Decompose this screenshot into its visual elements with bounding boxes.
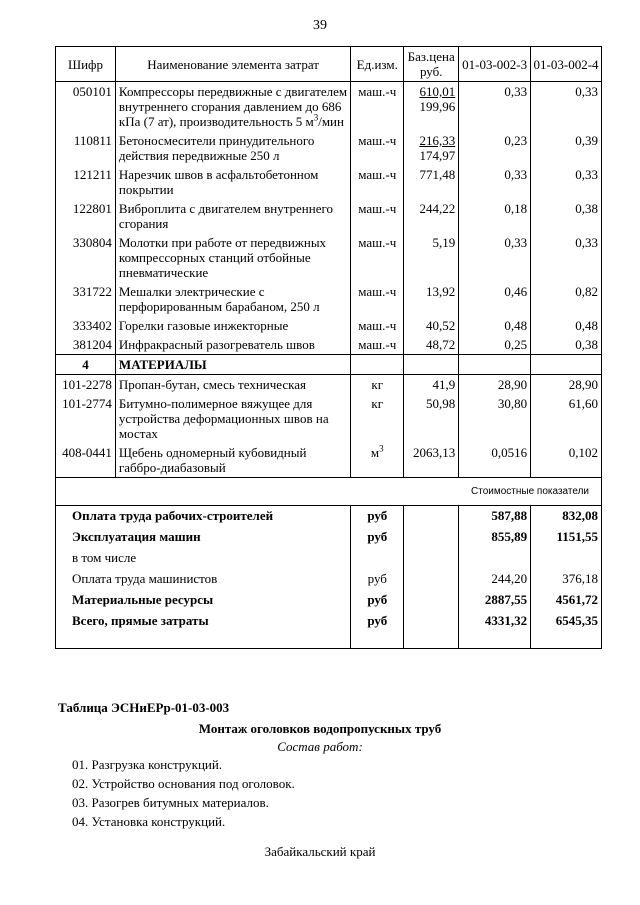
- table-row: [56, 282, 602, 316]
- summary-unit: руб: [351, 569, 404, 590]
- row-code: 110811: [56, 131, 116, 165]
- summary-label: Всего, прямые затраты: [56, 611, 351, 632]
- row-name-text: Мешалки электрические с перфорированным барабаном, 250 л: [118, 284, 320, 314]
- table-row: [56, 316, 602, 335]
- row-name-text: Бетоносмесители принудительного действия передвижные 250 л: [118, 133, 315, 163]
- row-value-col4: 0,33: [531, 82, 602, 132]
- row-name-text: Виброплита с двигателем внутреннего сгорания: [118, 201, 334, 231]
- cost-label-row: [56, 478, 602, 506]
- row-price: 48,72: [404, 335, 459, 355]
- summary-row: [56, 548, 602, 569]
- row-price: 5,19: [404, 233, 459, 282]
- row-code: 121211: [56, 165, 116, 199]
- composition-label: Состав работ:: [277, 739, 363, 754]
- table-row: [56, 165, 602, 199]
- summary-empty: [404, 527, 459, 548]
- header-col4: 01-03-002-4: [531, 47, 602, 82]
- row-name: [115, 233, 350, 282]
- summary-unit: руб: [351, 611, 404, 632]
- summary-row: [56, 611, 602, 632]
- header-col3: 01-03-002-3: [459, 47, 531, 82]
- summary-col4: 832,08: [531, 506, 602, 528]
- row-unit: [351, 282, 404, 316]
- row-code: 333402: [56, 316, 116, 335]
- row-name-sup: 3: [313, 112, 319, 123]
- header-name: Наименование элемента затрат: [115, 47, 350, 82]
- table-row: [56, 394, 602, 443]
- row-name: [115, 443, 350, 478]
- row-value-col4: 28,90: [531, 375, 602, 395]
- summary-col4: 6545,35: [531, 611, 602, 632]
- summary-empty: [404, 548, 459, 569]
- row-value-col3: 0,25: [459, 335, 531, 355]
- row-value-col4: 0,102: [531, 443, 602, 478]
- summary-row: [56, 527, 602, 548]
- cost-section: [56, 478, 602, 506]
- row-code: 330804: [56, 233, 116, 282]
- table-end-row: [56, 632, 602, 649]
- summary-empty: [404, 590, 459, 611]
- row-name: [115, 199, 350, 233]
- row-name: [115, 394, 350, 443]
- row-code: 122801: [56, 199, 116, 233]
- row-value-col3: 0,46: [459, 282, 531, 316]
- header-code: Шифр: [56, 47, 116, 82]
- row-unit: [351, 375, 404, 395]
- row-unit-text: кг: [371, 396, 384, 411]
- row-value-col4: 0,38: [531, 199, 602, 233]
- row-value-col4: 0,38: [531, 335, 602, 355]
- row-name: [115, 131, 350, 165]
- row-value-col4: 0,48: [531, 316, 602, 335]
- row-name-text: Горелки газовые инжекторные: [118, 318, 289, 333]
- row-value-col3: 0,23: [459, 131, 531, 165]
- row-code: 101-2278: [56, 375, 116, 395]
- row-name-text: Молотки при работе от передвижных компрессорных станций отбойные пневматические: [118, 235, 327, 280]
- row-name-text: Инфракрасный разогреватель швов: [118, 337, 315, 352]
- row-unit: [351, 335, 404, 355]
- machines-section: [56, 82, 602, 355]
- summary-row: [56, 569, 602, 590]
- summary-col3: 244,20: [459, 569, 531, 590]
- work-step: 02. Устройство основания под оголовок.: [72, 776, 295, 791]
- summary-row: [56, 590, 602, 611]
- row-name: [115, 335, 350, 355]
- table-row: [56, 233, 602, 282]
- row-code: 408-0441: [56, 443, 116, 478]
- summary-section: [56, 506, 602, 649]
- row-name: [115, 375, 350, 395]
- table-row: [56, 335, 602, 355]
- row-price: 13,92: [404, 282, 459, 316]
- row-value-col3: 0,33: [459, 165, 531, 199]
- summary-unit: руб: [351, 527, 404, 548]
- work-step: 04. Установка конструкций.: [72, 814, 226, 829]
- row-price-current: 216,33: [419, 133, 456, 148]
- header-price-line2: руб.: [419, 64, 443, 79]
- row-value-col3: 0,48: [459, 316, 531, 335]
- row-name-text: Щебень одномерный кубовидный габбро-диабазовый: [118, 445, 307, 475]
- summary-label: в том числе: [56, 548, 351, 569]
- row-name-text: Битумно-полимерное вяжущее для устройства деформационных швов на мостах: [118, 396, 329, 441]
- row-unit: [351, 394, 404, 443]
- row-price-base: 174,97: [419, 148, 456, 163]
- row-price-current: 610,01: [419, 84, 456, 99]
- summary-unit: руб: [351, 506, 404, 528]
- row-value-col3: 30,80: [459, 394, 531, 443]
- row-unit: [351, 233, 404, 282]
- row-price: [404, 131, 459, 165]
- summary-empty: [404, 611, 459, 632]
- row-name: [115, 316, 350, 335]
- summary-label: Эксплуатация машин: [56, 527, 351, 548]
- row-code: 050101: [56, 82, 116, 132]
- summary-unit: [351, 548, 404, 569]
- row-unit-text: маш.-ч: [358, 235, 397, 250]
- row-unit: [351, 131, 404, 165]
- table-row: [56, 443, 602, 478]
- table-row: [56, 375, 602, 395]
- row-value-col3: 0,18: [459, 199, 531, 233]
- summary-unit: руб: [351, 590, 404, 611]
- summary-col4: 376,18: [531, 569, 602, 590]
- table-row: [56, 131, 602, 165]
- section-row: [56, 355, 602, 375]
- work-step: 01. Разгрузка конструкций.: [72, 757, 223, 772]
- row-price-base: 199,96: [419, 99, 456, 114]
- row-unit-text: м: [370, 445, 380, 460]
- row-value-col4: 0,33: [531, 165, 602, 199]
- row-value-col3: 0,33: [459, 82, 531, 132]
- summary-row: [56, 506, 602, 528]
- row-price: 50,98: [404, 394, 459, 443]
- footer-region: Забайкальский край: [264, 844, 376, 859]
- row-unit-text: маш.-ч: [358, 318, 397, 333]
- row-unit-text: маш.-ч: [358, 201, 397, 216]
- row-price: [404, 82, 459, 132]
- row-price: 2063,13: [404, 443, 459, 478]
- summary-col4: [531, 548, 602, 569]
- cost-label: Стоимостные показатели: [56, 478, 602, 506]
- row-unit: [351, 199, 404, 233]
- row-unit-sup: 3: [379, 443, 384, 454]
- row-price: 771,48: [404, 165, 459, 199]
- row-unit-text: маш.-ч: [358, 284, 397, 299]
- row-name-text: Нарезчик швов в асфальтобетонном покрытии: [118, 167, 319, 197]
- row-unit: [351, 443, 404, 478]
- summary-col3: 4331,32: [459, 611, 531, 632]
- summary-label: Материальные ресурсы: [56, 590, 351, 611]
- summary-label: Оплата труда рабочих-строителей: [56, 506, 351, 528]
- row-value-col4: 0,33: [531, 233, 602, 282]
- summary-col4: 1151,55: [531, 527, 602, 548]
- row-unit-text: маш.-ч: [358, 84, 397, 99]
- section-name: МАТЕРИАЛЫ: [115, 355, 350, 375]
- row-unit: [351, 165, 404, 199]
- row-name: [115, 82, 350, 132]
- row-value-col3: 0,33: [459, 233, 531, 282]
- row-name-text: Компрессоры передвижные с двигателем внутреннего сгорания давлением до 686 кПа (7 ат), производительность 5 м: [118, 84, 348, 129]
- row-value-col3: 0,0516: [459, 443, 531, 478]
- row-name: [115, 165, 350, 199]
- resource-table: [55, 46, 602, 649]
- row-price: 40,52: [404, 316, 459, 335]
- row-value-col4: 0,82: [531, 282, 602, 316]
- page-number: 39: [313, 18, 327, 33]
- row-name-text: Пропан-бутан, смесь техническая: [118, 377, 307, 392]
- next-table-title: Таблица ЭСНиЕРр-01-03-003: [58, 700, 230, 715]
- table-header-row: [56, 47, 602, 82]
- table-row: [56, 82, 602, 132]
- row-code: 331722: [56, 282, 116, 316]
- work-step: 03. Разогрев битумных материалов.: [72, 795, 269, 810]
- row-unit-text: маш.-ч: [358, 133, 397, 148]
- next-table-subtitle: Монтаж оголовков водопропускных труб: [198, 721, 442, 736]
- row-name-tail: /мин: [318, 114, 344, 129]
- summary-empty: [404, 506, 459, 528]
- row-name: [115, 282, 350, 316]
- section-code: 4: [56, 355, 116, 375]
- row-unit-text: кг: [371, 377, 384, 392]
- row-value-col4: 61,60: [531, 394, 602, 443]
- materials-rows: [56, 375, 602, 478]
- summary-col4: 4561,72: [531, 590, 602, 611]
- summary-col3: 855,89: [459, 527, 531, 548]
- row-unit-text: маш.-ч: [358, 337, 397, 352]
- header-unit: Ед.изм.: [351, 47, 404, 82]
- summary-col3: [459, 548, 531, 569]
- materials-section: [56, 355, 602, 375]
- row-code: 381204: [56, 335, 116, 355]
- header-price: [404, 47, 459, 82]
- summary-col3: 2887,55: [459, 590, 531, 611]
- summary-label: Оплата труда машинистов: [56, 569, 351, 590]
- row-unit: [351, 82, 404, 132]
- summary-col3: 587,88: [459, 506, 531, 528]
- row-code: 101-2774: [56, 394, 116, 443]
- table-row: [56, 199, 602, 233]
- row-value-col3: 28,90: [459, 375, 531, 395]
- row-unit: [351, 316, 404, 335]
- row-price: 41,9: [404, 375, 459, 395]
- header-price-line1: Баз.цена: [407, 49, 455, 64]
- row-value-col4: 0,39: [531, 131, 602, 165]
- summary-empty: [404, 569, 459, 590]
- row-unit-text: маш.-ч: [358, 167, 397, 182]
- row-price: 244,22: [404, 199, 459, 233]
